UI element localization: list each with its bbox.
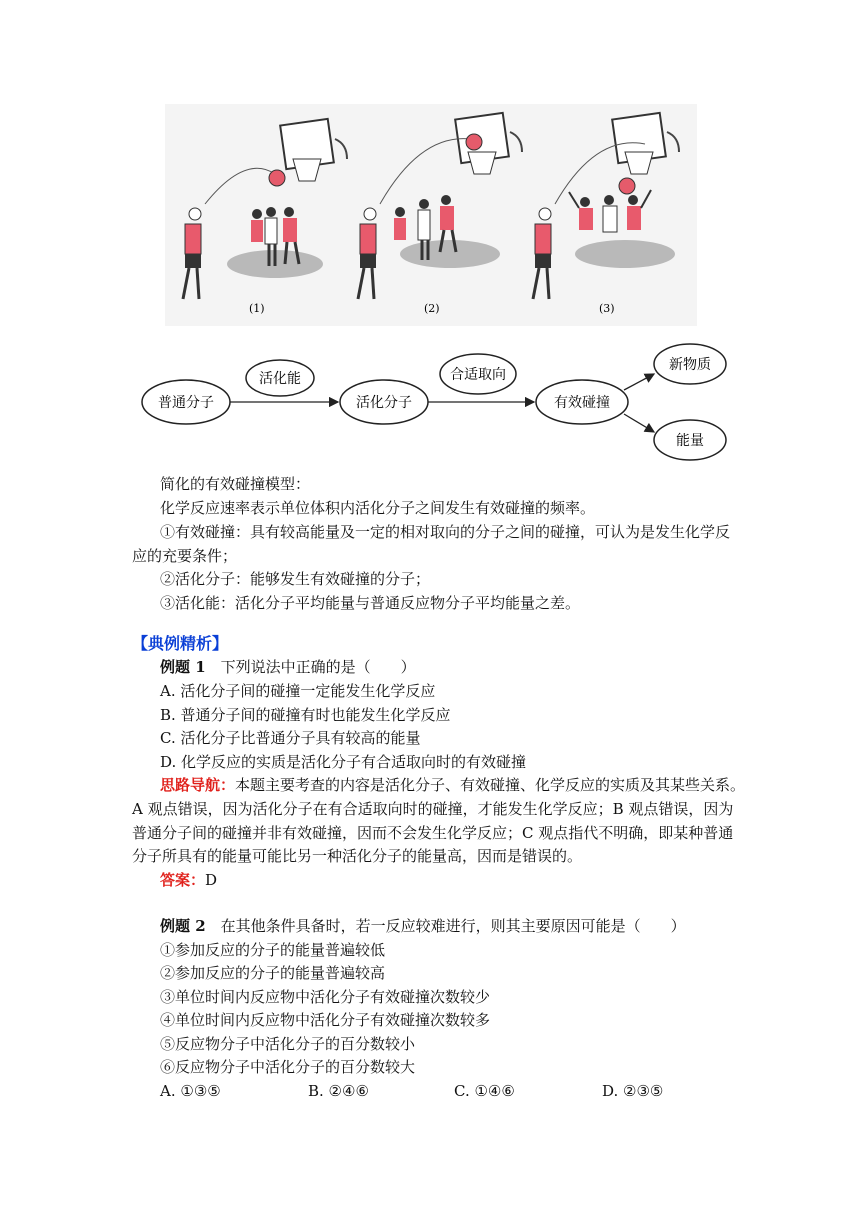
panel-3-label: (3) xyxy=(599,302,615,315)
arrow-3 xyxy=(624,374,654,390)
node-energy-label: 能量 xyxy=(676,433,704,449)
example-1-option-b: B. 普通分子间的碰撞有时也能发生化学反应 xyxy=(160,706,451,724)
example-1-stem: 下列说法中正确的是（ ） xyxy=(205,658,416,676)
example-1-hint-line-4: 分子所具有的能量可能比另一种活化分子的能量高，因而是错误的。 xyxy=(132,847,583,865)
example-1-question xyxy=(160,657,416,677)
example-1-hint-line-3: 普通分子间的碰撞并非有效碰撞，因而不会发生化学反应；C 观点指代不明确，即某种普通 xyxy=(132,824,734,842)
answer-label: 答案： xyxy=(160,871,206,889)
example-2-item-4: ④单位时间内反应物中活化分子有效碰撞次数较多 xyxy=(160,1011,491,1029)
example-2-item-5: ⑤反应物分子中活化分子的百分数较小 xyxy=(160,1035,416,1053)
edge-orientation-label: 合适取向 xyxy=(450,367,506,383)
example-2-item-6: ⑥反应物分子中活化分子的百分数较大 xyxy=(160,1058,416,1076)
panel-1-label: (1) xyxy=(249,302,265,315)
example-1-option-c: C. 活化分子比普通分子具有较高的能量 xyxy=(160,729,421,747)
node-normal-label: 普通分子 xyxy=(158,395,214,411)
edge-activation-energy-label: 活化能 xyxy=(259,371,301,387)
example-2-item-3: ③单位时间内反应物中活化分子有效碰撞次数较少 xyxy=(160,988,491,1006)
example-1-answer xyxy=(160,870,217,890)
panel-2-label: (2) xyxy=(424,302,440,315)
example-2-item-1: ①参加反应的分子的能量普遍较低 xyxy=(160,941,386,959)
answer-value: D xyxy=(205,871,218,889)
example-1-option-d: D. 化学反应的实质是活化分子有合适取向时的有效碰撞 xyxy=(160,753,527,771)
node-new-substance-label: 新物质 xyxy=(669,357,711,373)
example-1-label: 例题 1 xyxy=(160,658,206,676)
point-3: ③活化能：活化分子平均能量与普通反应物分子平均能量之差。 xyxy=(160,594,581,612)
example-2-label: 例题 2 xyxy=(160,917,206,935)
example-2-choice-c: C. ①④⑥ xyxy=(454,1082,515,1100)
point-1-line-1: ①有效碰撞：具有较高能量及一定的相对取向的分子之间的碰撞，可认为是发生化学反 xyxy=(160,523,731,541)
basketball-collision-illustration xyxy=(165,104,697,326)
hint-label: 思路导航： xyxy=(160,776,236,794)
node-effective-label: 有效碰撞 xyxy=(554,395,610,411)
example-2-choice-b: B. ②④⑥ xyxy=(308,1082,369,1100)
example-1-hint-line-1 xyxy=(160,775,745,795)
section-title: 【典例精析】 xyxy=(132,634,229,653)
model-title: 简化的有效碰撞模型： xyxy=(160,475,311,493)
point-1-line-2: 应的充要条件； xyxy=(132,547,238,565)
rate-definition: 化学反应速率表示单位体积内活化分子之间发生有效碰撞的频率。 xyxy=(160,499,596,517)
hint-text-1: 本题主要考查的内容是活化分子、有效碰撞、化学反应的实质及其某些关系。 xyxy=(235,776,746,794)
example-1-option-a: A. 活化分子间的碰撞一定能发生化学反应 xyxy=(160,682,436,700)
arrow-4 xyxy=(624,414,654,432)
example-2-stem: 在其他条件具备时，若一反应较难进行，则其主要原因可能是（ ） xyxy=(205,917,686,935)
point-2: ②活化分子：能够发生有效碰撞的分子； xyxy=(160,570,431,588)
example-1-hint-line-2: A 观点错误，因为活化分子在有合适取向时的碰撞，才能发生化学反应；B 观点错误，因为 xyxy=(132,800,734,818)
example-2-choice-d: D. ②③⑤ xyxy=(602,1082,664,1100)
node-activated-label: 活化分子 xyxy=(356,395,412,411)
example-2-choice-a: A. ①③⑤ xyxy=(160,1082,221,1100)
effective-collision-flow-diagram xyxy=(140,340,750,470)
example-2-question xyxy=(160,916,686,936)
example-2-item-2: ②参加反应的分子的能量普遍较高 xyxy=(160,964,386,982)
